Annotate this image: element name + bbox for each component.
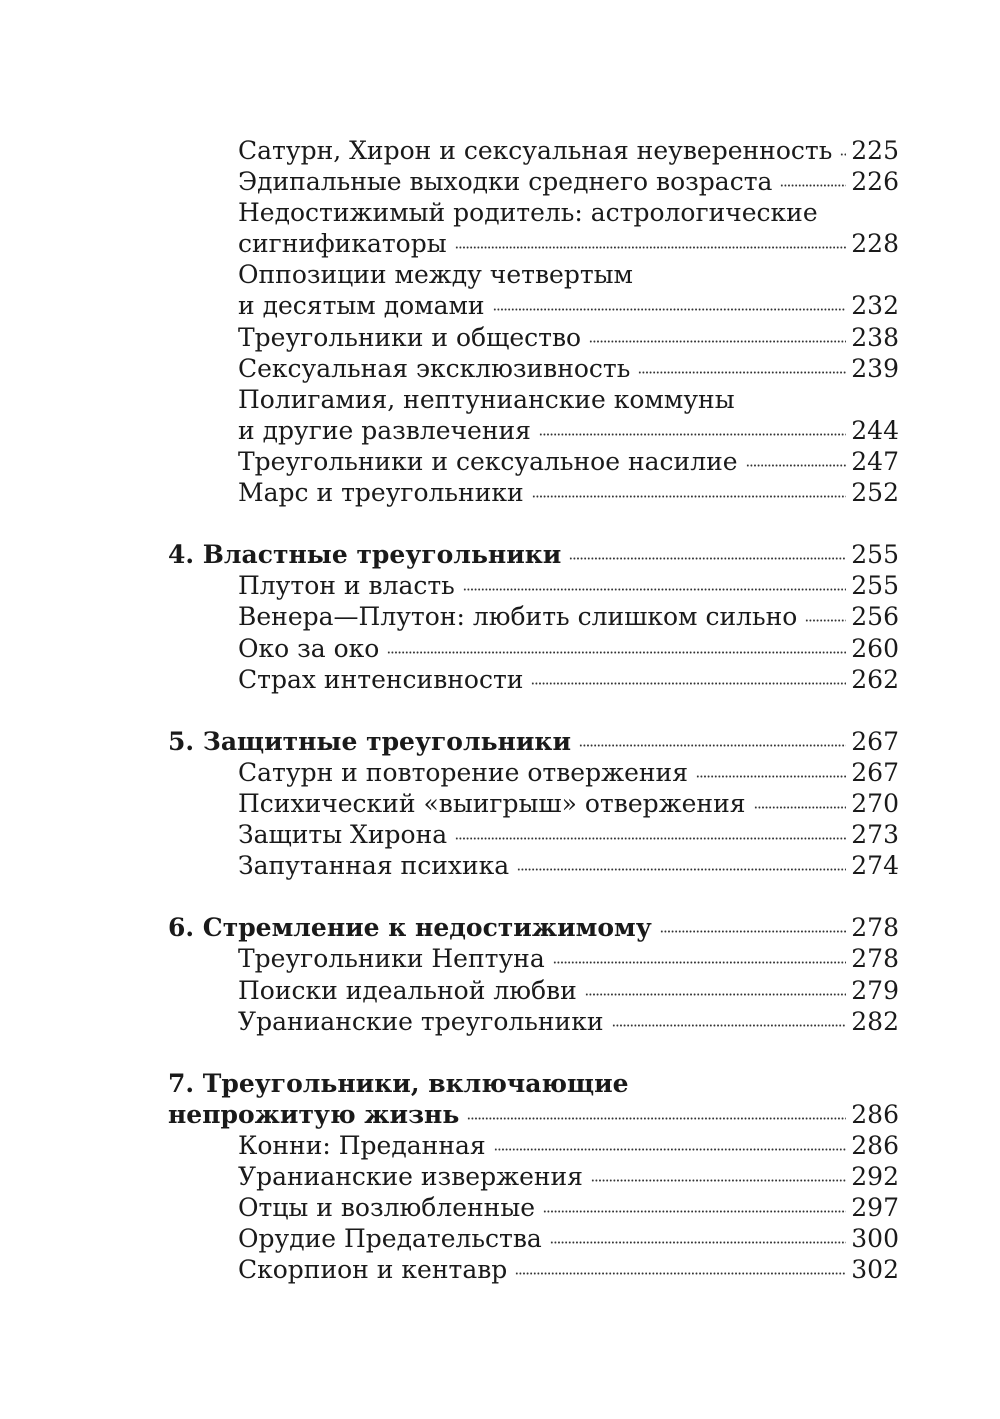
section-title: Психический «выигрыш» отвержения: [238, 788, 746, 818]
page-number: 226: [851, 167, 899, 197]
page-number: 239: [851, 353, 899, 383]
toc-entry-row: [168, 601, 899, 632]
toc-entry-row: [168, 1192, 899, 1223]
section-title: и десятым домами: [238, 291, 485, 321]
section-title: Орудие Предательства: [238, 1224, 542, 1254]
section-title: Треугольники Нептуна: [238, 944, 545, 974]
toc-section: [168, 135, 899, 508]
toc-entry-row: [168, 975, 899, 1006]
page-number: 279: [851, 975, 899, 1005]
toc-entry: [168, 664, 899, 695]
dot-leader: [455, 837, 846, 840]
toc-chapter-entry: [168, 912, 899, 943]
toc-entry: [168, 384, 899, 446]
toc-entry-row: [168, 1223, 899, 1254]
dot-leader: [539, 433, 846, 436]
toc-entry-row: [168, 539, 899, 570]
toc-section: [168, 912, 899, 1036]
section-title: Марс и треугольники: [238, 478, 524, 508]
toc-entry-row: [168, 166, 899, 197]
dot-leader: [754, 806, 847, 809]
toc-entry: [168, 1006, 899, 1037]
toc-entry: [168, 819, 899, 850]
dot-leader: [585, 993, 847, 996]
dot-leader: [550, 1241, 846, 1244]
section-spacer: [168, 881, 899, 912]
toc-entry-row: [168, 353, 899, 384]
toc-entry: [168, 570, 899, 601]
toc-entry-row: [168, 1161, 899, 1192]
toc-entry-row: [168, 912, 899, 943]
dot-leader: [638, 371, 846, 374]
toc-entry: [168, 446, 899, 477]
dot-leader: [463, 588, 846, 591]
page-number: 274: [851, 851, 899, 881]
section-title: Поиски идеальной любви: [238, 975, 577, 1005]
page-number: 286: [851, 1131, 899, 1160]
page-number: 244: [851, 415, 899, 445]
toc-entry-row: [168, 135, 899, 166]
dot-leader: [696, 775, 846, 778]
page-number: 267: [851, 757, 899, 787]
toc-entry: [168, 757, 899, 788]
section-title: Уранианские извержения: [238, 1162, 583, 1192]
dot-leader: [589, 340, 846, 343]
section-title: Око за око: [238, 633, 380, 663]
dot-leader: [746, 464, 847, 467]
section-title: Защиты Хирона: [238, 820, 448, 850]
toc-entry: [168, 1223, 899, 1254]
page-number: 225: [851, 136, 899, 165]
page-number: 255: [851, 540, 899, 570]
toc-section: [168, 539, 899, 694]
dot-leader: [531, 682, 846, 685]
dot-leader: [579, 744, 846, 747]
dot-leader: [467, 1117, 846, 1120]
page-number: 297: [851, 1193, 899, 1223]
toc-entry: [168, 1130, 899, 1161]
toc-entry: [168, 1161, 899, 1192]
page-number: 286: [851, 1099, 899, 1129]
section-title: Конни: Преданная: [238, 1131, 486, 1160]
dot-leader: [494, 1148, 847, 1151]
dot-leader: [612, 1024, 847, 1027]
toc-entry: [168, 601, 899, 632]
toc-entry-row: [168, 1099, 899, 1130]
toc-entry: [168, 353, 899, 384]
section-title: Треугольники и сексуальное насилие: [238, 446, 738, 476]
toc-entry-row: [168, 788, 899, 819]
chapter-title: 6. Стремление к недостижимому: [168, 913, 652, 943]
dot-leader: [515, 1272, 846, 1275]
dot-leader: [455, 246, 847, 249]
chapter-title: 4. Властные треугольники: [168, 540, 562, 570]
toc-entry: [168, 633, 899, 664]
toc-entry-row: [168, 1130, 899, 1161]
page-number: 252: [851, 478, 899, 508]
dot-leader: [805, 619, 846, 622]
dot-leader: [553, 961, 847, 964]
section-title: сигнификаторы: [238, 229, 447, 259]
toc-entry-row: [168, 446, 899, 477]
toc-chapter-entry: [168, 539, 899, 570]
toc-entry-row: [168, 477, 899, 508]
toc-entry: [168, 788, 899, 819]
dot-leader: [532, 495, 847, 498]
toc-entry-row: [168, 322, 899, 353]
section-title: Сатурн, Хирон и сексуальная неуверенность: [238, 136, 833, 165]
page-number: 267: [851, 726, 899, 756]
section-title: Плутон и власть: [238, 571, 455, 601]
toc-chapter-entry: [168, 726, 899, 757]
toc-entry: [168, 975, 899, 1006]
dot-leader: [543, 1210, 846, 1213]
toc-entry-row: [168, 633, 899, 664]
section-title: Страх интенсивности: [238, 664, 524, 694]
toc-entry: [168, 166, 899, 197]
page-number: 238: [851, 322, 899, 352]
page-number: 273: [851, 820, 899, 850]
chapter-title: непрожитую жизнь: [168, 1099, 460, 1129]
dot-leader: [840, 153, 846, 156]
toc-entry-row: [168, 1006, 899, 1037]
toc-entry-title-line: Недостижимый родитель: астрологические: [238, 198, 818, 228]
toc-section: [168, 1068, 899, 1286]
dot-leader: [517, 868, 846, 871]
page-number: 278: [851, 944, 899, 974]
section-title: Запутанная психика: [238, 851, 510, 881]
section-spacer: [168, 1037, 899, 1068]
toc-entry-row: [168, 726, 899, 757]
dot-leader: [493, 308, 847, 311]
toc-entry-row: [168, 943, 899, 974]
toc-entry-row: [168, 819, 899, 850]
section-spacer: [168, 508, 899, 539]
page-number: 300: [851, 1224, 899, 1254]
toc-entry-row: [168, 290, 899, 321]
toc-entry: [168, 1254, 899, 1285]
toc-entry-row: [168, 570, 899, 601]
dot-leader: [780, 184, 846, 187]
toc-section: [168, 726, 899, 881]
toc-entry: [168, 259, 899, 321]
page-number: 255: [851, 571, 899, 601]
dot-leader: [387, 651, 846, 654]
toc-entry-row: [168, 757, 899, 788]
page-number: 292: [851, 1162, 899, 1192]
section-title: Треугольники и общество: [238, 322, 582, 352]
toc-entry: [168, 135, 899, 166]
section-title: Сексуальная эксклюзивность: [238, 353, 631, 383]
section-title: Венера—Плутон: любить слишком сильно: [238, 602, 798, 632]
toc-entry: [168, 943, 899, 974]
toc-entry-title-line: Полигамия, нептунианские коммуны: [238, 384, 735, 414]
page-number: 270: [851, 788, 899, 818]
toc-entry-row: [168, 415, 899, 446]
section-title: Эдипальные выходки среднего возраста: [238, 167, 773, 197]
section-title: Отцы и возлюбленные: [238, 1193, 536, 1223]
page-number: 228: [851, 229, 899, 259]
table-of-contents: [168, 135, 899, 1285]
dot-leader: [591, 1179, 846, 1182]
page-number: 302: [851, 1255, 899, 1285]
toc-entry: [168, 477, 899, 508]
section-title: Скорпион и кентавр: [238, 1255, 508, 1285]
section-title: и другие развлечения: [238, 415, 531, 445]
section-title: Уранианские треугольники: [238, 1006, 604, 1036]
toc-entry-title-line: 7. Треугольники, включающие: [168, 1068, 629, 1098]
chapter-title: 5. Защитные треугольники: [168, 726, 571, 756]
toc-entry: [168, 1192, 899, 1223]
page-number: 247: [851, 446, 899, 476]
dot-leader: [569, 557, 846, 560]
page-number: 256: [851, 602, 899, 632]
toc-entry: [168, 322, 899, 353]
section-spacer: [168, 695, 899, 726]
toc-entry: [168, 197, 899, 259]
toc-chapter-entry: [168, 1068, 899, 1130]
toc-entry-row: [168, 850, 899, 881]
toc-entry-row: [168, 664, 899, 695]
dot-leader: [660, 930, 847, 933]
toc-entry-title-line: Оппозиции между четвертым: [238, 260, 634, 290]
page-number: 260: [851, 633, 899, 663]
page-number: 262: [851, 664, 899, 694]
page-number: 232: [851, 291, 899, 321]
toc-entry-row: [168, 228, 899, 259]
toc-entry-row: [168, 1254, 899, 1285]
page-number: 278: [851, 913, 899, 943]
page-number: 282: [851, 1006, 899, 1036]
section-title: Сатурн и повторение отвержения: [238, 757, 688, 787]
toc-entry: [168, 850, 899, 881]
